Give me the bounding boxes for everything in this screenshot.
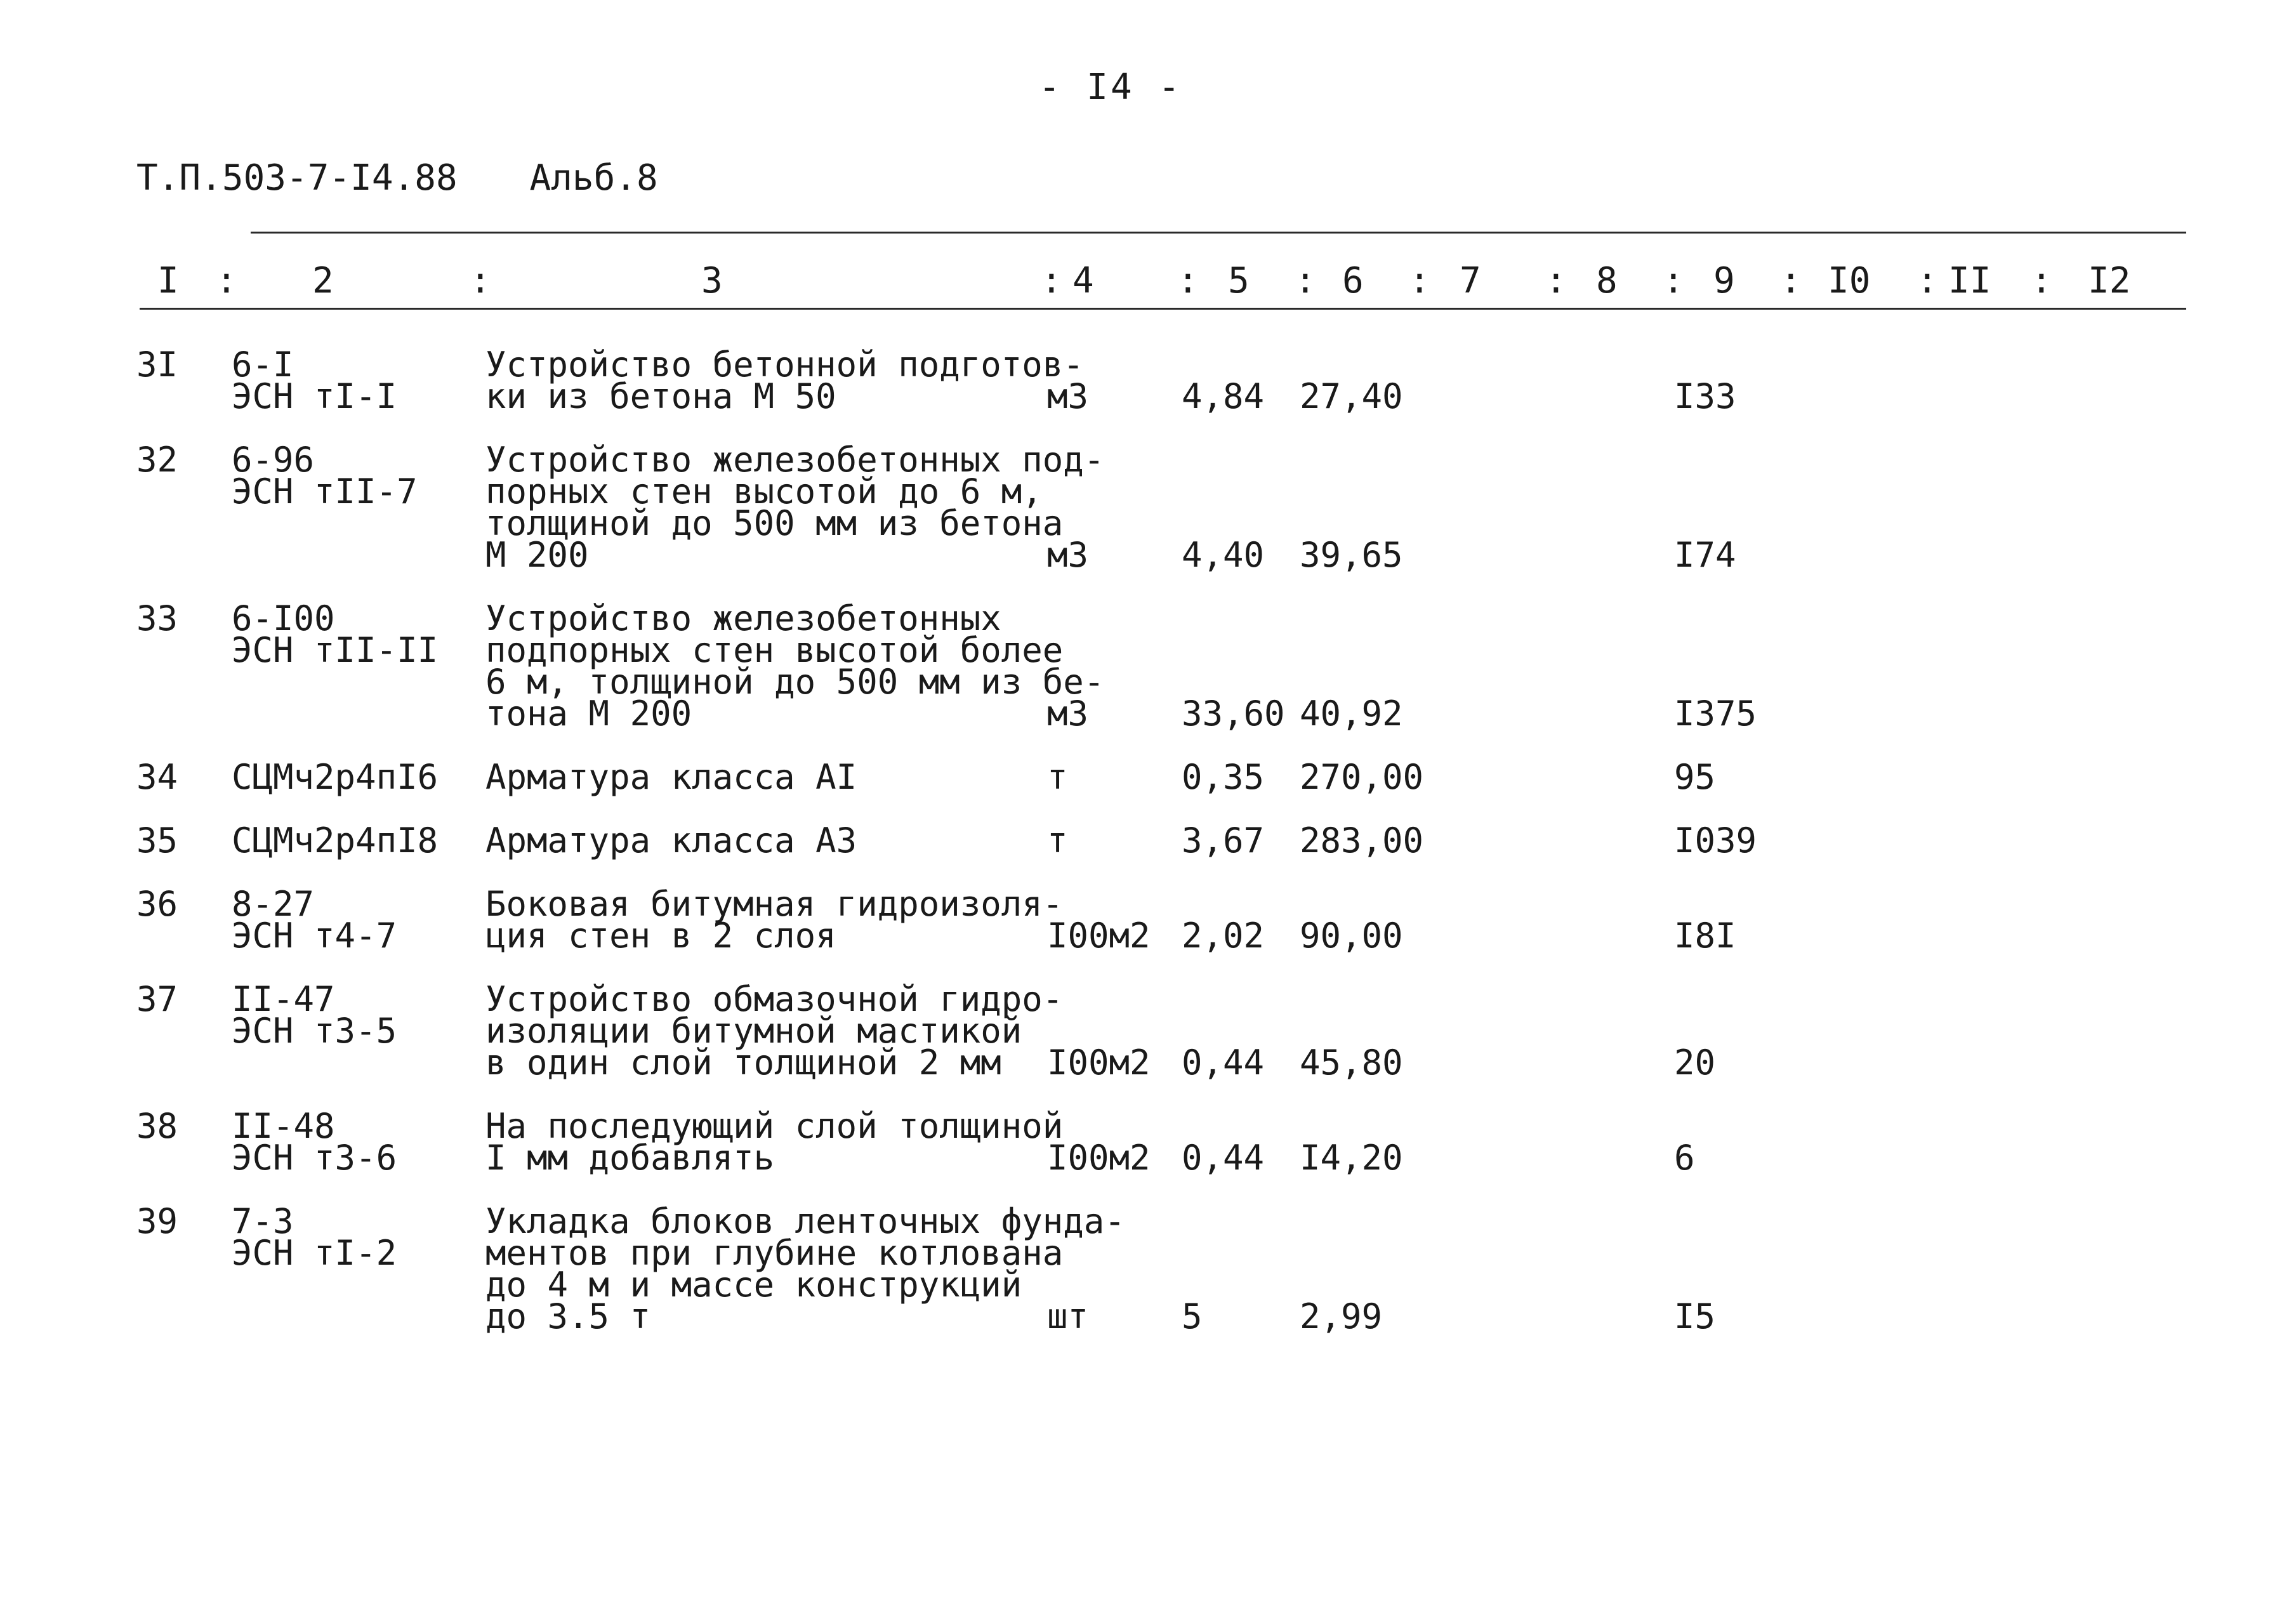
row-number: 34 [136, 757, 178, 797]
row-quantity: 2,02 [1182, 916, 1265, 956]
row-description: Арматура класса АI [485, 757, 857, 797]
row-total: I8I [1674, 916, 1736, 956]
column-sep: : [1409, 260, 1430, 301]
row-quantity: 0,35 [1182, 757, 1265, 797]
row-quantity: 4,40 [1182, 535, 1265, 575]
row-number: 32 [136, 440, 178, 480]
column-sep: : [2031, 260, 2052, 301]
row-price: 90,00 [1300, 916, 1403, 956]
row-number: 38 [136, 1106, 178, 1146]
page-number: - I4 - [1038, 67, 1183, 108]
row-description: Боковая битумная гидроизоля- ция стен в 2 слоя [485, 884, 1064, 956]
header-rule-top [251, 232, 2186, 234]
row-price: 39,65 [1300, 535, 1403, 575]
row-total: 95 [1674, 757, 1716, 797]
column-header-11: II [1948, 260, 1991, 301]
column-sep: : [1917, 260, 1938, 301]
column-header-7: 7 [1460, 260, 1481, 301]
row-quantity: 4,84 [1182, 376, 1265, 416]
row-price: I4,20 [1300, 1138, 1403, 1178]
row-price: 2,99 [1300, 1296, 1383, 1336]
column-header-8: 8 [1596, 260, 1618, 301]
row-price: 283,00 [1300, 820, 1424, 860]
row-number: 36 [136, 884, 178, 924]
column-header-9: 9 [1713, 260, 1735, 301]
row-description: Устройство железобетонных под- порных стен высотой до 6 м, толщиной до 500 мм из бетона М 200 [485, 440, 1105, 575]
column-header-2: 2 [312, 260, 334, 301]
row-quantity: 0,44 [1182, 1138, 1265, 1178]
row-code: 6-96 ЭСН тII-7 [232, 440, 418, 511]
column-sep: : [1663, 260, 1684, 301]
row-description: Арматура класса А3 [485, 820, 857, 860]
row-code: СЦМч2р4пI8 [232, 820, 439, 860]
column-header-10: I0 [1828, 260, 1871, 301]
row-unit: шт [1047, 1296, 1089, 1336]
row-quantity: 5 [1182, 1296, 1203, 1336]
row-unit: м3 [1047, 694, 1089, 734]
column-header-12: I2 [2088, 260, 2131, 301]
row-description: Устройство железобетонных подпорных стен высотой более 6 м, толщиной до 500 мм из бе- тона М 200 [485, 598, 1105, 734]
row-unit: м3 [1047, 376, 1089, 416]
row-quantity: 0,44 [1182, 1043, 1265, 1083]
column-sep: : [1780, 260, 1802, 301]
column-header-5: 5 [1228, 260, 1250, 301]
row-total: I039 [1674, 820, 1757, 860]
row-unit: I00м2 [1047, 1043, 1151, 1083]
row-unit: м3 [1047, 535, 1089, 575]
row-description: Устройство бетонной подготов- ки из бетона М 50 [485, 345, 1084, 416]
doc-code: Т.П.503-7-I4.88 [136, 157, 458, 199]
row-code: II-48 ЭСН т3-6 [232, 1106, 397, 1178]
row-number: 35 [136, 820, 178, 860]
row-total: I375 [1674, 694, 1757, 734]
column-sep: : [1545, 260, 1567, 301]
row-code: 7-3 ЭСН тI-2 [232, 1201, 397, 1273]
row-code: СЦМч2р4пI6 [232, 757, 439, 797]
column-header-3: 3 [701, 260, 723, 301]
header-rule-bottom [140, 308, 2186, 310]
row-price: 45,80 [1300, 1043, 1403, 1083]
column-header-6: 6 [1342, 260, 1364, 301]
row-number: 3I [136, 345, 178, 385]
row-price: 270,00 [1300, 757, 1424, 797]
row-unit: т [1047, 757, 1068, 797]
row-quantity: 33,60 [1182, 694, 1285, 734]
column-sep: : [470, 260, 491, 301]
row-description: Укладка блоков ленточных фунда- ментов при глубине котлована до 4 м и массе конструкций до 3.5 т [485, 1201, 1125, 1336]
column-header-1: I [157, 260, 179, 301]
row-total: 6 [1674, 1138, 1695, 1178]
row-quantity: 3,67 [1182, 820, 1265, 860]
column-sep: : [1177, 260, 1199, 301]
row-price: 27,40 [1300, 376, 1403, 416]
row-code: 6-I00 ЭСН тII-II [232, 598, 439, 670]
row-number: 33 [136, 598, 178, 638]
album-label: Альб.8 [529, 157, 658, 199]
row-number: 39 [136, 1201, 178, 1241]
document-header [136, 157, 658, 199]
row-total: I74 [1674, 535, 1736, 575]
row-unit: I00м2 [1047, 916, 1151, 956]
row-unit: I00м2 [1047, 1138, 1151, 1178]
row-unit: т [1047, 820, 1068, 860]
row-total: I5 [1674, 1296, 1716, 1336]
row-price: 40,92 [1300, 694, 1403, 734]
row-total: I33 [1674, 376, 1736, 416]
row-code: II-47 ЭСН т3-5 [232, 979, 397, 1051]
row-code: 6-I ЭСН тI-I [232, 345, 397, 416]
column-sep: : [1041, 260, 1062, 301]
row-code: 8-27 ЭСН т4-7 [232, 884, 397, 956]
row-total: 20 [1674, 1043, 1716, 1083]
row-description: На последующий слой толщиной I мм добавлять [485, 1106, 1064, 1178]
row-description: Устройство обмазочной гидро- изоляции битумной мастикой в один слой толщиной 2 мм [485, 979, 1064, 1083]
column-header-4: 4 [1072, 260, 1094, 301]
row-number: 37 [136, 979, 178, 1019]
column-sep: : [1295, 260, 1316, 301]
column-sep: : [216, 260, 237, 301]
